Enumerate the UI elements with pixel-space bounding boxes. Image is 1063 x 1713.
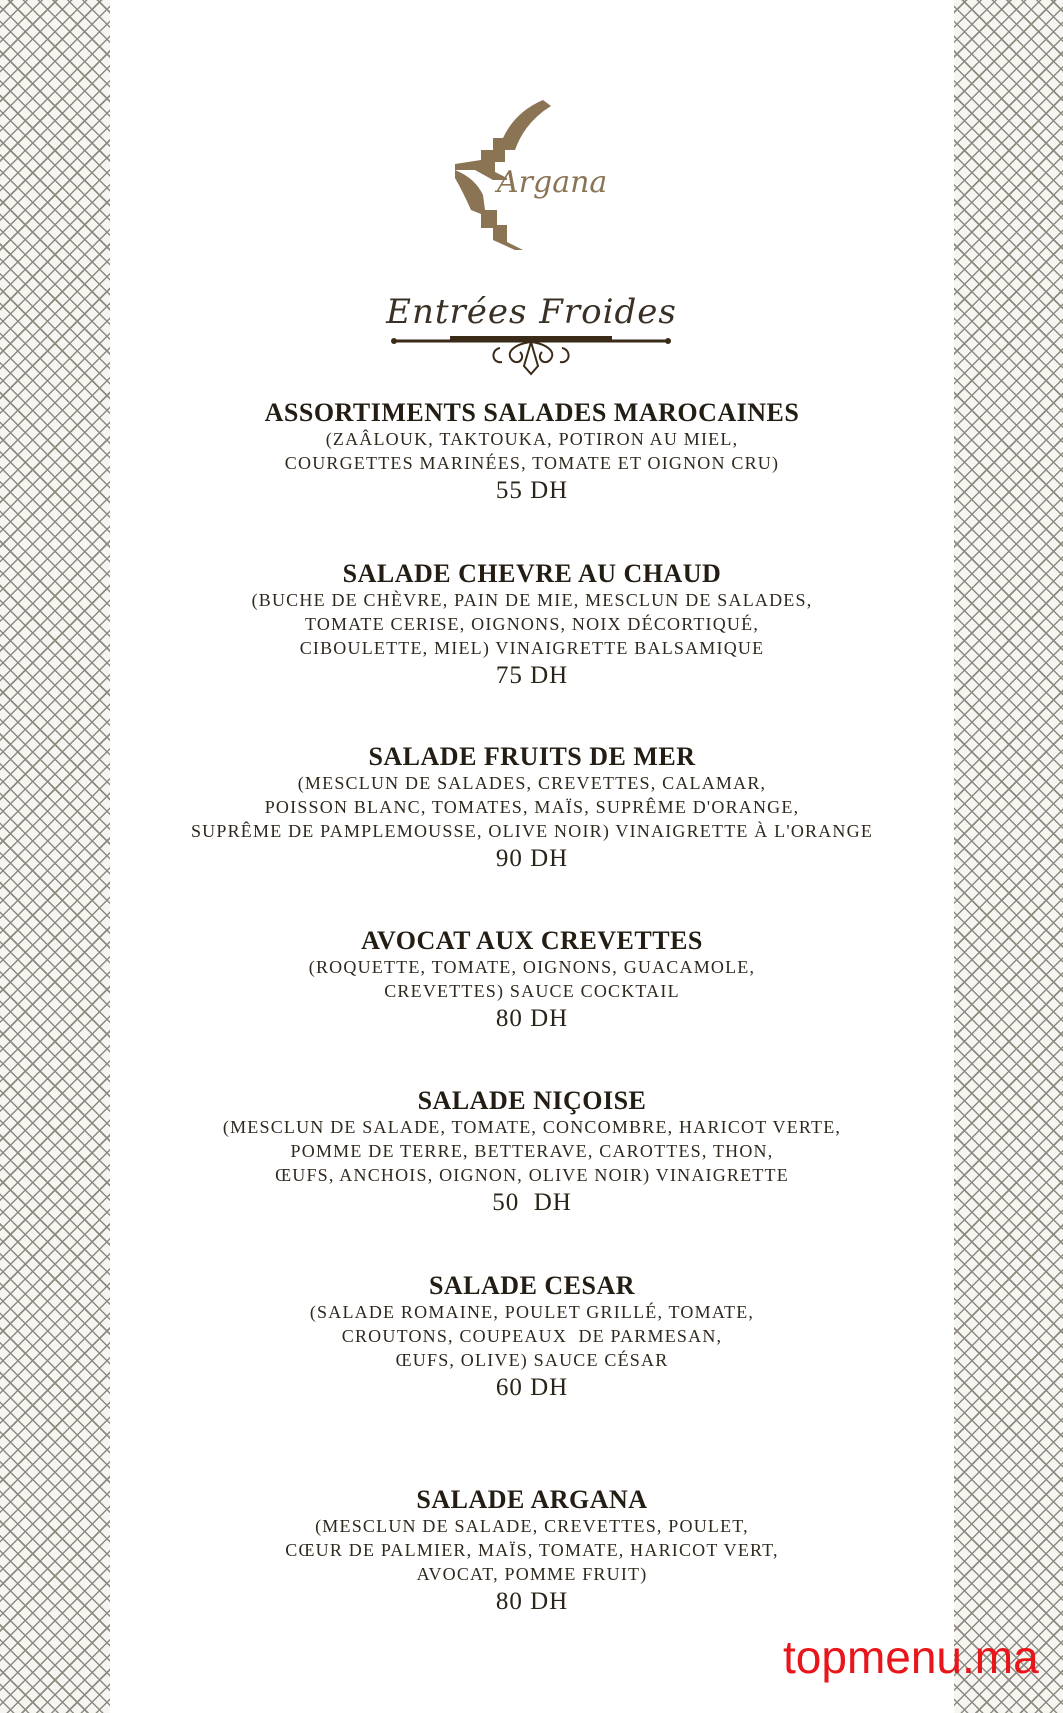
- item-name: ASSORTIMENTS SALADES MAROCAINES: [264, 398, 800, 427]
- item-price: 50 DH: [492, 1189, 572, 1216]
- item-price: 75 DH: [495, 662, 569, 689]
- menu-item: [110, 743, 954, 874]
- item-price: 55 DH: [495, 477, 569, 504]
- menu-item: [110, 927, 954, 1034]
- section-title: Entrées Froides: [386, 292, 677, 332]
- right-lattice-border: [954, 0, 1063, 1713]
- item-description: COURGETTES MARINÉES, TOMATE ET OIGNON CRU): [284, 453, 780, 473]
- menu-item: [110, 1486, 954, 1617]
- item-description: CREVETTES) SAUCE COCKTAIL: [384, 981, 680, 1001]
- item-description: POMME DE TERRE, BETTERAVE, CAROTTES, THON,: [290, 1141, 774, 1161]
- item-price: 60 DH: [495, 1374, 569, 1401]
- menu-item: [110, 1087, 954, 1218]
- logo-wordmark: Argana: [497, 165, 608, 200]
- left-lattice-border: [0, 0, 110, 1713]
- item-description: (ROQUETTE, TOMATE, OIGNONS, GUACAMOLE,: [308, 957, 756, 977]
- item-name: SALADE FRUITS DE MER: [368, 742, 696, 771]
- item-name: SALADE CESAR: [428, 1271, 636, 1300]
- item-description: ŒUFS, ANCHOIS, OIGNON, OLIVE NOIR) VINAIGRETTE: [275, 1165, 789, 1185]
- item-description: TOMATE CERISE, OIGNONS, NOIX DÉCORTIQUÉ,: [304, 614, 760, 634]
- item-description: CŒUR DE PALMIER, MAÏS, TOMATE, HARICOT VERT,: [285, 1540, 779, 1560]
- item-name: SALADE ARGANA: [416, 1485, 648, 1514]
- item-description: CIBOULETTE, MIEL) VINAIGRETTE BALSAMIQUE: [299, 638, 765, 658]
- item-description: POISSON BLANC, TOMATES, MAÏS, SUPRÊME D'ORANGE,: [264, 797, 800, 817]
- item-description: CROUTONS, COUPEAUX DE PARMESAN,: [341, 1326, 723, 1346]
- watermark: topmenu.ma: [783, 1631, 1039, 1683]
- item-price: 80 DH: [495, 1005, 569, 1032]
- item-price: 90 DH: [495, 845, 569, 872]
- menu-item: [110, 399, 954, 506]
- item-description: (MESCLUN DE SALADE, CREVETTES, POULET,: [315, 1516, 749, 1536]
- item-name: SALADE NIÇOISE: [417, 1086, 647, 1115]
- menu-item: [110, 560, 954, 691]
- item-description: (SALADE ROMAINE, POULET GRILLÉ, TOMATE,: [309, 1302, 755, 1322]
- item-name: SALADE CHEVRE AU CHAUD: [342, 559, 722, 588]
- argana-logo: [455, 100, 620, 250]
- item-description: AVOCAT, POMME FRUIT): [416, 1564, 648, 1584]
- item-description: (ZAÂLOUK, TAKTOUKA, POTIRON AU MIEL,: [325, 429, 739, 449]
- item-description: (MESCLUN DE SALADE, TOMATE, CONCOMBRE, HARICOT VERTE,: [222, 1117, 842, 1137]
- item-price: 80 DH: [495, 1588, 569, 1615]
- item-description: SUPRÊME DE PAMPLEMOUSSE, OLIVE NOIR) VINAIGRETTE À L'ORANGE: [190, 821, 874, 841]
- item-name: AVOCAT AUX CREVETTES: [361, 926, 703, 955]
- item-description: (MESCLUN DE SALADES, CREVETTES, CALAMAR,: [297, 773, 767, 793]
- menu-item: [110, 1272, 954, 1403]
- title-ornament: [390, 330, 672, 380]
- item-description: ŒUFS, OLIVE) SAUCE CÉSAR: [395, 1350, 669, 1370]
- item-description: (BUCHE DE CHÈVRE, PAIN DE MIE, MESCLUN DE SALADES,: [251, 590, 813, 610]
